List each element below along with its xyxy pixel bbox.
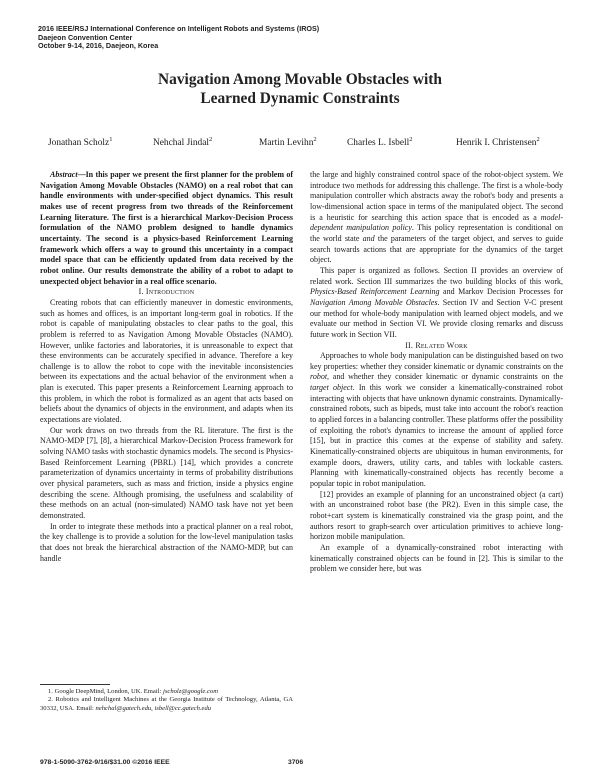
left-column bbox=[40, 170, 293, 564]
copyright-line: 978-1-5090-3762-9/16/$31.00 ©2016 IEEE bbox=[40, 759, 170, 766]
title-line-1: Navigation Among Movable Obstacles with bbox=[158, 71, 442, 88]
paper-title bbox=[0, 70, 600, 108]
page-number: 3706 bbox=[288, 759, 304, 766]
right-column bbox=[310, 170, 563, 575]
author: Nehchal Jindal$^2$ bbox=[153, 136, 213, 149]
author: Henrik I. Christensen$^2$ bbox=[456, 136, 540, 149]
paragraph: the large and highly constrained control space of the robot-object system. We introduce two methods for addressing this challenge. The first is a whole-body manipulation controller which abstracts away the robot's body and presents a low-dimensional action space in terms of the manipulated object. The second is a heuristic for searching this action space that is encoded as a model-dependent manipulation policy. This policy representation is conditional on the world state and the parameters of the target object, and serves to guide search towards actions that are appropriate for the dynamics of the target object. bbox=[310, 170, 563, 265]
conference-name: 2016 IEEE/RSJ International Conference on Intelligent Robots and Systems (IROS) bbox=[38, 24, 320, 33]
title-line-2: Learned Dynamic Constraints bbox=[200, 90, 400, 107]
paragraph: [12] provides an example of planning for an unconstrained object (a cart) with an unconstrained robot base (the PR2). Even in this simple case, the robot+cart system is kinematically constrained via the grasp point, and the authors resort to graph-search over articulation primitives to achieve long-horizon mobile manipulation. bbox=[310, 489, 563, 542]
conference-header bbox=[38, 25, 319, 51]
abstract: Abstract—In this paper we present the first planner for the problem of Navigation Among Movable Obstacles (NAMO) on a real robot that can handle environments with under-specified object dynamics. This result makes use of recent progress from two threads of the Reinforcement Learning literature. The first is a hierarchical Markov-Decision Process formulation of the NAMO problem designed to handle dynamics uncertainty. The second is a physics-based Reinforcement Learning framework which offers a way to ground this uncertainty in a compact model space that can be efficiently updated from data received by the robot online. Our results demonstrate the ability of a robot to adapt to unexpected object behavior in a real office scenario. bbox=[40, 170, 293, 286]
author: Martin Levihn$^2$ bbox=[259, 136, 317, 149]
section-heading-introduction: I. Introduction bbox=[138, 287, 195, 297]
footnote-rule bbox=[40, 684, 110, 685]
footnote-affiliation-1: 1. Google DeepMind, London, UK. Email: jscholz@google.com bbox=[48, 688, 218, 695]
paragraph: Approaches to whole body manipulation can be distinguished based on two key properties: whether they consider kinematic or dynamic constraints on the robot, and whether they consider kinematic or dynamic constraints on the target object. In this work we consider a kinematically-constrained robot interacting with objects that have unknown dynamic constraints. Dynamically-constrained robots, such as bipeds, must take into account the robot's reaction to applied forces in a balancing controller. These platforms offer the possibility of exploiting the robot's dynamics to increase the amount of applied force [15], but in practice this comes at the expense of stability and safety. Kinematically-constrained objects are ubiquitous in human environments, for example doors, drawers, utility carts, and tables with lockable casters. Planning with kinematically-constrained objects has recently become a popular topic in robot manipulation. bbox=[310, 351, 564, 489]
author-list bbox=[0, 136, 600, 150]
author: Jonathan Scholz$^1$ bbox=[48, 136, 113, 149]
footnotes bbox=[40, 688, 293, 713]
paragraph: This paper is organized as follows. Section II provides an overview of related work. Section III summarizes the two building blocks of this work, Physics-Based Reinforcement Learning and Markov Decision Processes for Navigation Among Movable Obstacles. Section IV and Section V-C present our method for whole-body manipulation with learned object models, and we evaluate our method in Section VI. We provide closing remarks and discuss future work in Section VII. bbox=[310, 265, 564, 339]
paragraph: Our work draws on two threads from the RL literature. The first is the NAMO-MDP [7], [8], a hierarchical Markov-Decision Process framework for solving NAMO tasks with stochastic dynamics models. The second is Physics-Based Reinforcement Learning (PBRL) [14], which provides a concrete parameterization of dynamics uncertainty in terms of probability distributions over physical parameters, such as mass and friction, inside a physics engine describing the scene. Although promising, the usefulness and scalability of these methods on an actual (non-simulated) NAMO task have not yet been demonstrated. bbox=[40, 425, 293, 520]
conference-venue: Daejeon Convention Center bbox=[38, 32, 133, 42]
section-heading-related-work: II. Related Work bbox=[405, 340, 468, 350]
conference-dates: October 9-14, 2016, Daejeon, Korea bbox=[38, 41, 159, 51]
footnote-affiliation-2: 2. Robotics and Intelligent Machines at the Georgia Institute of Technology, Atlanta, GA 30332, USA. Email: nehchal@gatech.edu, isbell@cc.gatech.edu bbox=[40, 696, 293, 712]
author: Charles L. Isbell$^2$ bbox=[347, 136, 413, 149]
paragraph: An example of a dynamically-constrained robot interacting with kinematically constrained objects can be found in [2]. This is similar to the problem we consider here, but was bbox=[310, 542, 563, 574]
paragraph: Creating robots that can efficiently maneuver in domestic environments, such as homes and offices, is an important long-term goal in robotics. If the robot is capable of manipulating obstacles to clear paths to the goal, this problem is referred to as Navigation Among Movable Obstacles (NAMO). However, unlike factories and laboratories, it is unreasonable to expect that these environments can be accurately specified in advance. Therefore a key challenge is to allow the robot to cope with the inevitable inconsistencies between its expectations and the actual behavior of the environment when a plan is executed. This paper presents a Reinforcement Learning approach to this problem, in which the robot is formalized as an agent that acts based on beliefs about the dynamics of objects in the environment, and adapts when its expectations are violated. bbox=[40, 297, 293, 425]
paragraph: In order to integrate these methods into a practical planner on a real robot, the key challenge is to provide a solution for the low-level manipulation tasks that does not break the hierarchical abstraction of the NAMO-MDP, but can handle bbox=[40, 521, 293, 563]
